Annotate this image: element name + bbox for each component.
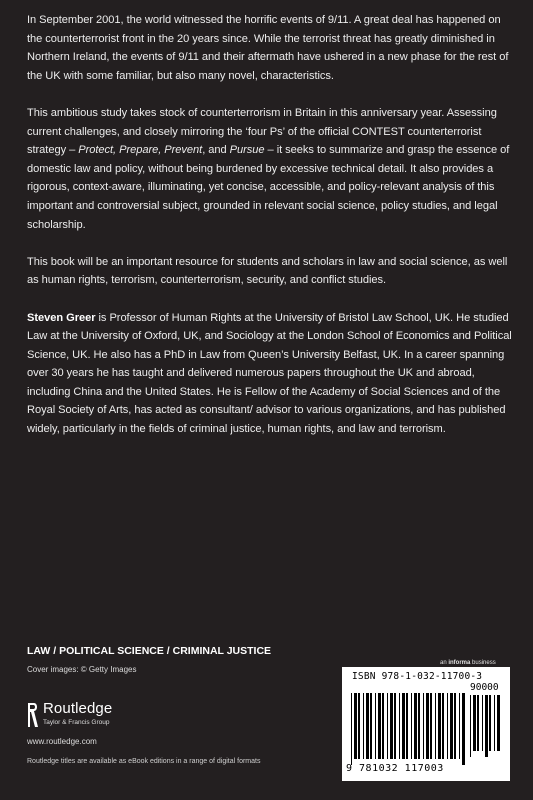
blurb-paragraph-3: This book will be an important resource for students and scholars in law and social science, as well as human rights, terrorism, counterterrorism, security, and conflict studies.	[27, 255, 508, 287]
routledge-r-icon	[27, 702, 39, 728]
barcode-bar	[473, 695, 476, 751]
barcode-bar	[394, 693, 396, 759]
barcode-bar	[459, 693, 460, 759]
barcode-bar	[390, 693, 393, 759]
publisher-group: Taylor & Francis Group	[43, 719, 110, 726]
ean13-bars	[351, 693, 465, 765]
routledge-logo	[27, 700, 177, 730]
barcode-bar	[423, 693, 424, 759]
barcode-bar	[430, 693, 432, 759]
subject-categories: LAW / POLITICAL SCIENCE / CRIMINAL JUSTICE	[27, 645, 272, 657]
publisher-url: www.routledge.com	[27, 737, 97, 746]
barcode-bar	[418, 693, 420, 759]
barcode-bar	[442, 693, 444, 759]
blurb-and: , and	[202, 144, 230, 157]
price-addon-bars	[470, 695, 502, 757]
barcode-bar	[438, 693, 441, 759]
barcode-bar	[447, 693, 448, 759]
barcode-bar	[450, 693, 453, 759]
barcode-bar	[358, 693, 360, 759]
author-name: Steven Greer	[27, 311, 96, 324]
barcode-bar	[489, 695, 491, 751]
barcode-bar	[351, 693, 352, 765]
barcode-bar	[462, 693, 465, 765]
barcode-bar	[477, 695, 479, 751]
barcode-digits: 9 781032 117003	[346, 763, 444, 774]
barcode-bar	[411, 693, 412, 759]
barcode-bar	[485, 695, 488, 757]
author-bio	[27, 309, 517, 439]
barcode-bar	[382, 693, 384, 759]
price-code: 90000	[470, 682, 499, 693]
barcode-bar	[366, 693, 369, 759]
barcode-bar	[482, 695, 483, 751]
barcode-bar	[435, 693, 436, 759]
informa-suffix: business	[470, 660, 496, 666]
barcode-bar	[387, 693, 388, 759]
back-cover-blurb	[27, 11, 517, 457]
informa-business-tag	[440, 660, 496, 666]
pursue-italic: Pursue	[229, 144, 265, 157]
publisher-name: Routledge	[43, 700, 113, 717]
barcode-bar	[426, 693, 429, 759]
isbn-label: ISBN 978-1-032-11700-3	[352, 671, 483, 682]
barcode-bar	[470, 695, 471, 757]
blurb-paragraph-2-end: – it seeks to summarize and grasp the essence of domestic law and policy, without being burdened by excessive technical detail. It also provides a rigorous, context-aware, illuminating, yet concise, accessible, and policy-relevant analysis of this important and controversial subject, grounded in relevant social science, policy studies, and legal scholarship.	[27, 144, 510, 231]
barcode-bar	[494, 695, 495, 751]
author-bio-text: is Professor of Human Rights at the University of Bristol Law School, UK. He studied Law at the University of Oxford, UK, and Sociology at the London School of Economics and Political Science, UK. He also has a PhD in Law from Queen’s University Belfast, UK. In a career spanning over 30 years he has taught and delivered numerous papers throughout the UK and abroad, including China and the United States. He is Fellow of the Academy of Social Sciences and of the Royal Society of Arts, has acted as consultant/ advisor to various organizations, and has published widely, particularly in the fields of criminal justice, human rights, and law and terrorism.	[27, 311, 512, 436]
barcode-bar	[402, 693, 405, 759]
barcode-bar	[363, 693, 364, 759]
isbn-barcode	[342, 667, 510, 781]
ebook-footnote: Routledge titles are available as eBook editions in a range of digital formats	[27, 758, 261, 765]
blurb-paragraph-2	[27, 104, 517, 234]
barcode-bar	[454, 693, 456, 759]
barcode-bar	[354, 693, 357, 759]
four-ps-italic: Protect, Prepare, Prevent	[78, 144, 203, 157]
barcode-bar	[370, 693, 372, 759]
barcode-bar	[399, 693, 400, 759]
informa-brand: informa	[448, 660, 471, 666]
barcode-bar	[378, 693, 381, 759]
barcode-bar	[414, 693, 417, 759]
barcode-bar	[375, 693, 376, 759]
blurb-paragraph-2-start: This ambitious study takes stock of counterterrorism in Britain in this anniversary year. Assessing current challenges, and closely mirroring the ‘four Ps’ of the official CONTEST counterterrorist strategy –	[27, 106, 497, 157]
cover-credit: Cover images: © Getty Images	[27, 665, 137, 674]
barcode-bar	[406, 693, 408, 759]
blurb-paragraph-1: In September 2001, the world witnessed the horrific events of 9/11. A great deal has happened on the counterterrorist front in the 20 years since. While the terrorist threat has greatly diminished in Northern Ireland, the events of 9/11 and their aftermath have ushered in a new phase for the rest of the UK with some familiar, but also many novel, characteristics.	[27, 14, 509, 82]
informa-prefix: an	[440, 660, 449, 666]
barcode-bar	[497, 695, 500, 751]
